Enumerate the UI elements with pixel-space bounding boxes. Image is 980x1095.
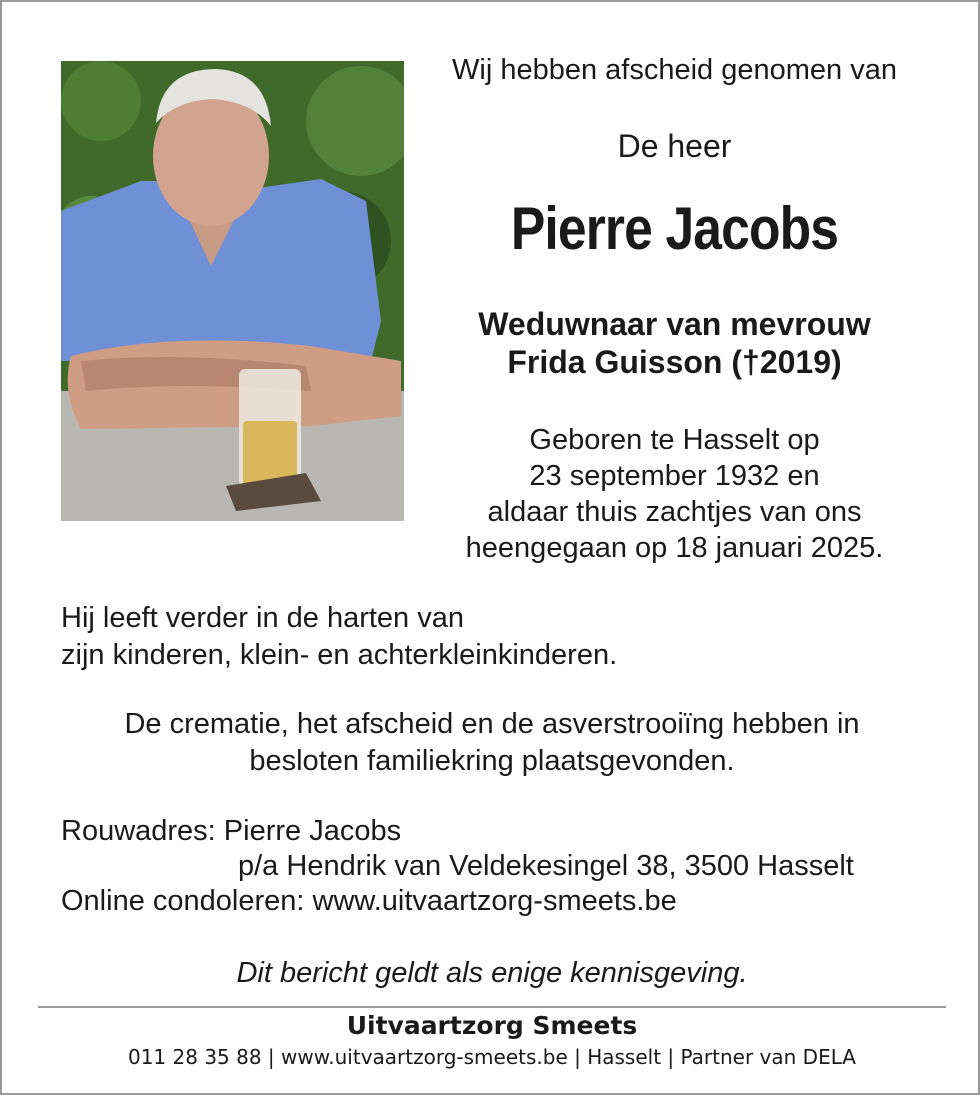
- born-line: Geboren te Hasselt op: [529, 424, 820, 456]
- born-line: 23 september 1932 en: [529, 460, 820, 492]
- cremation-text: [61, 706, 923, 780]
- lives-line: zijn kinderen, klein- en achterkleinkinderen.: [61, 639, 618, 671]
- mourning-address-label: Rouwadres: Pierre Jacobs: [61, 815, 402, 847]
- closing-notice: Dit bericht geldt als enige kennisgeving.: [236, 957, 748, 989]
- birth-death-info: [417, 422, 932, 566]
- footer-divider: [38, 1006, 946, 1008]
- lives-line: Hij leeft verder in de harten van: [61, 602, 464, 634]
- online-condolence: Online condoleren: www.uitvaartzorg-smeets.be: [61, 885, 677, 917]
- intro-text: Wij hebben afscheid genomen van: [452, 54, 897, 86]
- cremation-line: De crematie, het afscheid en de asverstrooiïng hebben in: [124, 708, 860, 740]
- born-line: aldaar thuis zachtjes van ons: [487, 496, 862, 528]
- spouse-info: [417, 305, 932, 381]
- title-text: De heer: [617, 128, 732, 164]
- portrait-photo: [61, 61, 404, 521]
- funeral-home-name: Uitvaartzorg Smeets: [346, 1011, 638, 1040]
- spouse-line: Weduwnaar van mevrouw: [478, 306, 871, 342]
- spouse-line: Frida Guisson (†2019): [507, 344, 842, 380]
- cremation-line: besloten familiekring plaatsgevonden.: [249, 745, 735, 777]
- born-line: heengegaan op 18 januari 2025.: [465, 532, 884, 564]
- lives-on-text: [61, 600, 617, 674]
- funeral-home-contact: 011 28 35 88 | www.uitvaartzorg-smeets.be | Hasselt | Partner van DELA: [127, 1045, 856, 1069]
- mourning-address-street: p/a Hendrik van Veldekesingel 38, 3500 Hasselt: [238, 850, 854, 882]
- deceased-name: Pierre Jacobs: [510, 195, 839, 262]
